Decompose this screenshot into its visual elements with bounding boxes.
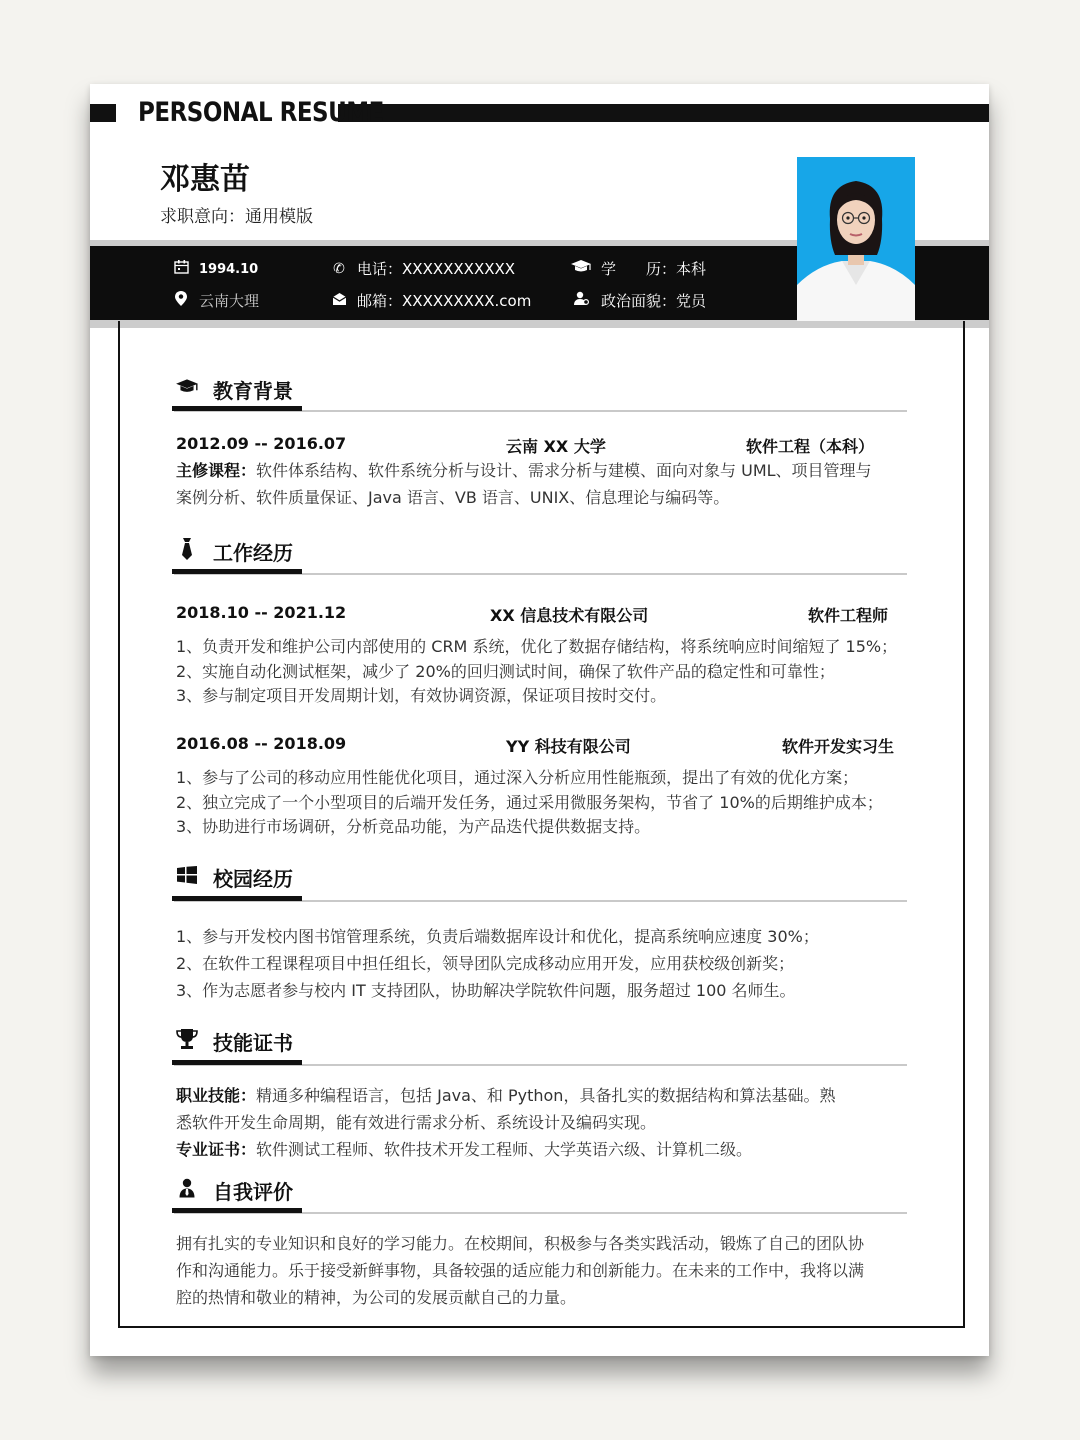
job-intent-value: 通用模版 [245, 207, 313, 227]
education-period: 2012.09 -- 2016.07 [176, 434, 347, 453]
list-item: 3、参与制定项目开发周期计划，有效协调资源，保证项目按时交付。 [176, 686, 667, 705]
paragraph-line: 作和沟通能力。乐于接受新鲜事物，具备较强的适应能力和创新能力。在未来的工作中，我将以满 [176, 1261, 865, 1280]
graduation-cap-icon [570, 259, 592, 279]
section-education-label: 教育背景 [213, 379, 293, 403]
political-status-info [570, 290, 706, 311]
certificates-label: 专业证书： [176, 1140, 257, 1159]
work-period: 2018.10 -- 2021.12 [176, 603, 347, 622]
section-underline [172, 406, 302, 411]
list-item: 1、参与了公司的移动应用性能优化项目，通过深入分析应用性能瓶颈，提出了有效的优化方案； [176, 768, 859, 787]
work-entry-2-duties [176, 766, 904, 840]
phone-info [330, 258, 515, 279]
phone-label: 电话： [357, 260, 403, 278]
section-underline [172, 896, 302, 901]
header-bar-left [90, 104, 116, 122]
birth-info [172, 260, 258, 278]
self-evaluation-text [176, 1230, 904, 1311]
political-status-label: 政治面貌： [601, 292, 677, 310]
user-icon [570, 291, 592, 310]
work-company: XX 信息技术有限公司 [490, 606, 649, 625]
section-campus-label: 校园经历 [213, 867, 293, 891]
calendar-icon [172, 260, 190, 278]
work-company: YY 科技有限公司 [506, 737, 631, 756]
trophy-icon [174, 1028, 200, 1055]
list-item: 2、独立完成了一个小型项目的后端开发任务，通过采用微服务架构，节省了 10%的后期维护成本； [176, 792, 883, 812]
work-entry-1-duties [176, 635, 904, 709]
certificates-value: 软件测试工程师、软件技术开发工程师、大学英语六级、计算机二级。 [256, 1140, 753, 1159]
section-self-title [174, 1176, 293, 1205]
education-level-value: 本科 [676, 260, 707, 278]
pro-skills-line-1: 精通多种编程语言，包括 Java、和 Python，具备扎实的数据结构和算法基础。熟 [256, 1086, 836, 1105]
skills-content [176, 1082, 904, 1163]
location-info [172, 290, 259, 311]
location-pin-icon [172, 291, 190, 310]
section-skills-label: 技能证书 [213, 1031, 293, 1055]
graduation-cap-icon [174, 378, 200, 401]
section-work-title [174, 537, 293, 566]
email-label: 邮箱： [357, 292, 403, 310]
political-status-value: 党员 [676, 292, 707, 310]
section-work-label: 工作经历 [213, 541, 293, 565]
education-major: 软件工程（本科） [746, 437, 875, 456]
list-item: 1、负责开发和维护公司内部使用的 CRM 系统，优化了数据存储结构，将系统响应时间缩短了 15%； [176, 637, 898, 656]
section-skills-title [174, 1027, 293, 1056]
section-underline [172, 1060, 302, 1065]
courses-line-1: 软件体系结构、软件系统分析与设计、需求分析与建模、面向对象与 UML、项目管理与 [256, 461, 872, 480]
section-self-label: 自我评价 [213, 1180, 293, 1204]
paragraph-line: 拥有扎实的专业知识和良好的学习能力。在校期间，积极参与各类实践活动，锻炼了自己的团队协 [176, 1234, 865, 1253]
person-icon [174, 1178, 200, 1203]
courses-line-2: 案例分析、软件质量保证、Java 语言、VB 语言、UNIX、信息理论与编码等。 [176, 488, 730, 507]
courses-label: 主修课程： [176, 461, 257, 480]
pro-skills-label: 职业技能： [176, 1086, 257, 1105]
list-item: 1、参与开发校内图书馆管理系统，负责后端数据库设计和优化，提高系统响应速度 30%； [176, 927, 819, 946]
list-item: 3、作为志愿者参与校内 IT 支持团队，协助解决学院软件问题，服务超过 100 名师生。 [176, 981, 796, 1000]
education-school: 云南 XX 大学 [506, 437, 606, 456]
work-role: 软件开发实习生 [782, 737, 895, 756]
section-underline [172, 569, 302, 574]
windows-grid-icon [174, 866, 200, 889]
header-bar-right [338, 104, 989, 122]
resume-page [90, 84, 989, 1356]
list-item: 2、在软件工程课程项目中担任组长，领导团队完成移动应用开发，应用获校级创新奖； [176, 954, 795, 973]
education-level-label: 学 历： [601, 260, 677, 278]
profile-photo [797, 157, 915, 321]
section-campus-title [174, 863, 293, 892]
pro-skills-line-2: 悉软件开发生命周期，能有效进行需求分析、系统设计及编码实现。 [176, 1113, 657, 1132]
mail-icon [330, 292, 348, 310]
email-value: XXXXXXXXX.com [402, 291, 532, 310]
candidate-name: 邓惠苗 [160, 162, 250, 197]
section-underline [172, 1208, 302, 1213]
necktie-icon [174, 538, 200, 565]
education-level-info [570, 258, 706, 279]
education-courses [176, 457, 904, 511]
phone-value: XXXXXXXXXXX [402, 259, 516, 278]
phone-icon: ✆ [333, 260, 345, 277]
campus-experience-list [176, 923, 904, 1004]
job-intent-label: 求职意向： [160, 207, 245, 227]
list-item: 2、实施自动化测试框架，减少了 20%的回归测试时间，确保了软件产品的稳定性和可靠性； [176, 661, 835, 681]
resume-brand-title: PERSONAL RESUME [138, 98, 384, 128]
birth-value: 1994.10 [199, 261, 259, 277]
location-value: 云南大理 [199, 292, 260, 310]
work-role: 软件工程师 [808, 606, 889, 625]
paragraph-line: 腔的热情和敬业的精神，为公司的发展贡献自己的力量。 [176, 1288, 577, 1307]
section-education-title [174, 375, 293, 404]
list-item: 3、协助进行市场调研，分析竞品功能，为产品迭代提供数据支持。 [176, 817, 651, 836]
work-period: 2016.08 -- 2018.09 [176, 734, 347, 753]
job-intent [160, 202, 313, 227]
email-info [330, 290, 531, 311]
